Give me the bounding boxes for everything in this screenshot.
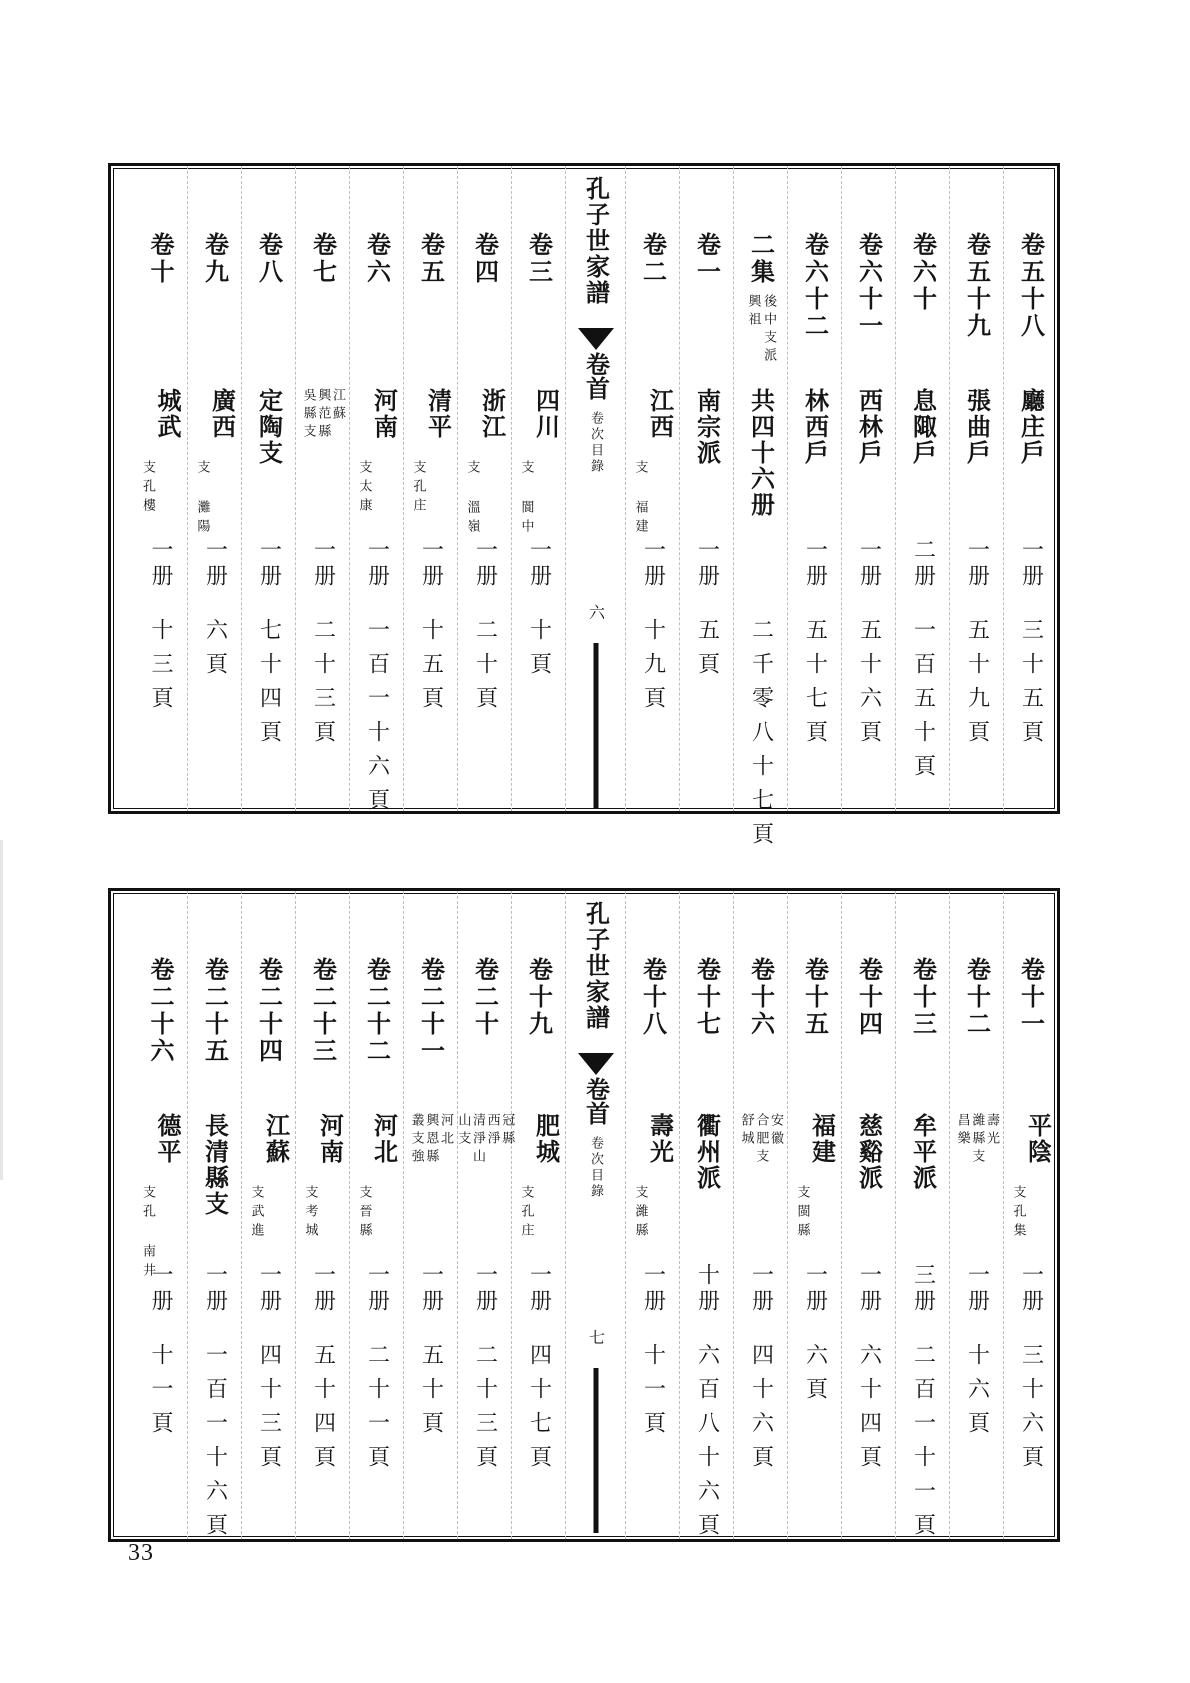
branch-note: 支 溫嶺 — [464, 460, 480, 538]
catalog-column — [241, 166, 295, 811]
page-count: 二十三頁 — [472, 1343, 498, 1479]
volume-label: 卷六十一 — [854, 232, 884, 340]
branch-name-group — [242, 388, 295, 466]
branch-subnote: 壽光 — [983, 1113, 999, 1149]
catalog-column — [679, 166, 733, 811]
volume-note-group — [746, 294, 775, 366]
branch-name-group — [188, 388, 241, 538]
branch-name: 定陶支 — [254, 388, 284, 466]
volume-count: 一册 — [472, 538, 498, 590]
section-label: 卷次目錄 — [588, 1136, 603, 1200]
juan-label: 卷首 — [581, 352, 611, 400]
catalog-column — [403, 891, 457, 1539]
volume-count: 一册 — [256, 1263, 282, 1315]
volume-label: 卷二十 — [470, 957, 500, 1038]
branch-name: 平陰 — [1023, 1113, 1053, 1165]
catalog-column — [841, 891, 895, 1539]
branch-note: 支孔庄 — [410, 460, 426, 517]
volume-label: 卷十五 — [800, 957, 830, 1038]
branch-subnote: 興恩縣 — [423, 1113, 439, 1167]
catalog-column — [241, 891, 295, 1539]
branch-subnote: 吳縣支 — [300, 388, 316, 442]
page-count: 七十四頁 — [256, 618, 282, 754]
branch-name: 廳庄戶 — [1016, 388, 1046, 466]
branch-subnote: 西淨 — [484, 1113, 500, 1149]
branch-name: 南宗派 — [692, 388, 722, 466]
branch-name-group — [242, 1113, 295, 1242]
page-count: 六十四頁 — [856, 1343, 882, 1479]
branch-subnote: 叢支強 — [408, 1113, 424, 1167]
branch-name-group — [188, 1113, 241, 1217]
catalog-column — [787, 166, 841, 811]
volume-label: 卷二十一 — [416, 957, 446, 1065]
branch-name-group — [734, 388, 787, 518]
branch-name: 江蘇 — [261, 1113, 291, 1165]
page-number: 33 — [128, 1540, 154, 1566]
catalog-column — [349, 166, 403, 822]
page-count: 二千零八十七頁 — [748, 618, 774, 856]
volume-count: 一册 — [310, 538, 336, 590]
branch-subnote: 河北 — [437, 1113, 453, 1149]
scan-edge-mark — [0, 840, 3, 1180]
branch-name: 清平 — [423, 388, 453, 440]
catalog-column — [895, 166, 949, 811]
branch-name: 西林戶 — [854, 388, 884, 466]
volume-count: 一册 — [418, 538, 444, 590]
branch-note: 支 閬中 — [518, 460, 534, 538]
catalog-column — [949, 166, 1003, 811]
branch-name-group — [455, 1113, 515, 1167]
branch-note: 支孔樓 — [140, 460, 155, 517]
branch-name-group — [896, 388, 949, 466]
branch-name: 江西 — [645, 388, 675, 440]
branch-name-group — [626, 1113, 679, 1242]
branch-name-group — [626, 388, 679, 538]
center-title-column — [565, 891, 625, 1539]
page-count: 五十頁 — [418, 1343, 444, 1445]
branch-name: 浙江 — [477, 388, 507, 440]
page-count: 三十六頁 — [1018, 1343, 1044, 1479]
branch-name-group — [842, 1113, 895, 1191]
book-title: 孔子世家譜 — [581, 901, 611, 1031]
page-count: 五頁 — [694, 618, 720, 686]
page-count: 一百一十六頁 — [364, 618, 390, 822]
catalog-column — [511, 891, 565, 1539]
volume-label: 卷四 — [470, 232, 500, 286]
page-count: 四十七頁 — [526, 1343, 552, 1479]
volume-label: 卷六十 — [908, 232, 938, 313]
volume-count: 一册 — [310, 1263, 336, 1315]
branch-subnote: 清淨山 — [470, 1113, 485, 1167]
volume-label: 卷七 — [308, 232, 338, 286]
volume-label: 卷十八 — [638, 957, 668, 1038]
branch-subnote: 安徽 — [767, 1113, 783, 1149]
page-count: 十五頁 — [418, 618, 444, 720]
branch-name-group — [680, 388, 733, 466]
branch-name: 福建 — [807, 1113, 837, 1165]
volume-note-2: 興祖 — [745, 294, 761, 330]
volume-label: 卷二十二 — [362, 957, 392, 1065]
branch-name-group — [842, 388, 895, 466]
branch-name: 林西戶 — [800, 388, 830, 466]
catalog-column — [457, 166, 511, 811]
catalog-column — [511, 166, 565, 811]
volume-count: 一册 — [526, 1263, 552, 1315]
page-count: 五十九頁 — [964, 618, 990, 754]
branch-name: 張曲戶 — [962, 388, 992, 466]
volume-count: 一册 — [148, 1263, 173, 1315]
fishtail-mark — [578, 328, 614, 350]
branch-name-group — [950, 1113, 1003, 1167]
branch-name: 慈谿派 — [854, 1113, 884, 1191]
branch-note: 支太康 — [356, 460, 372, 517]
fishtail-mark — [578, 1053, 614, 1075]
branch-name-group — [788, 1113, 841, 1242]
volume-label: 卷十七 — [692, 957, 722, 1038]
volume-count: 一册 — [748, 1263, 774, 1315]
branch-name-group — [404, 1113, 457, 1167]
volume-count: 一册 — [1018, 1263, 1044, 1315]
volume-label: 卷二十四 — [254, 957, 284, 1065]
page-count: 六頁 — [802, 1343, 828, 1411]
volume-count: 一册 — [472, 1263, 498, 1315]
catalog-column — [733, 891, 787, 1539]
page-count: 六百八十六頁 — [694, 1343, 720, 1547]
branch-note: 支孔集 — [1010, 1185, 1026, 1242]
branch-subnote: 江蘇 — [329, 388, 345, 424]
branch-name-group — [680, 1113, 733, 1191]
page-count: 六頁 — [202, 618, 228, 686]
volume-count: 一册 — [202, 538, 228, 590]
catalog-column — [787, 891, 841, 1539]
center-rule — [593, 643, 598, 808]
bottom-columns — [111, 891, 1057, 1547]
catalog-column — [625, 166, 679, 811]
branch-subnote: 昌樂 — [954, 1113, 970, 1149]
branch-name-group — [350, 388, 403, 517]
branch-note: 支 灘陽 — [194, 460, 210, 538]
volume-label: 卷十九 — [524, 957, 554, 1038]
volume-count: 一册 — [148, 538, 173, 590]
branch-name: 河南 — [315, 1113, 345, 1165]
branch-name: 河北 — [369, 1113, 399, 1165]
branch-subnote: 舒城 — [738, 1113, 754, 1149]
center-title-column — [565, 166, 625, 811]
branch-name: 肥城 — [531, 1113, 561, 1165]
page-count: 五十七頁 — [802, 618, 828, 754]
volume-label: 卷五十九 — [962, 232, 992, 340]
branch-note: 支考城 — [302, 1185, 318, 1242]
volume-count: 一册 — [526, 538, 552, 590]
volume-count: 一册 — [640, 538, 666, 590]
page-count: 十頁 — [526, 618, 552, 686]
branch-name-group — [1004, 1113, 1057, 1242]
catalog-column — [187, 166, 241, 811]
volume-count: 一册 — [256, 538, 282, 590]
page-count: 十一頁 — [640, 1343, 666, 1445]
volume-label: 卷十二 — [962, 957, 992, 1038]
volume-label: 卷五十八 — [1016, 232, 1046, 340]
page-count: 四十三頁 — [256, 1343, 282, 1479]
branch-name: 牟平派 — [908, 1113, 938, 1191]
page-count: 十六頁 — [964, 1343, 990, 1445]
branch-name: 河南 — [369, 388, 399, 440]
volume-label: 卷八 — [254, 232, 284, 286]
branch-note: 支武進 — [248, 1185, 264, 1242]
branch-name-group — [950, 388, 1003, 466]
volume-label: 卷十 — [146, 232, 175, 286]
volume-count: 一册 — [694, 538, 720, 590]
branch-name-group — [734, 1113, 787, 1167]
page-count: 二十頁 — [472, 618, 498, 720]
branch-name: 長清縣支 — [200, 1113, 230, 1217]
volume-label: 卷十一 — [1016, 957, 1046, 1038]
page-count: 四十六頁 — [748, 1343, 774, 1479]
volume-count: 一册 — [802, 1263, 828, 1315]
volume-label: 卷五 — [416, 232, 446, 286]
branch-name-group — [133, 388, 187, 517]
volume-label: 卷十三 — [908, 957, 938, 1038]
branch-note: 支濰縣 — [632, 1185, 648, 1242]
leaf-number: 六 — [586, 604, 606, 620]
catalog-column — [295, 891, 349, 1539]
section-label: 卷次目錄 — [588, 411, 603, 475]
catalog-column — [895, 891, 949, 1547]
volume-label: 卷九 — [200, 232, 230, 286]
catalog-column — [295, 166, 349, 811]
branch-note: 支 福建 — [632, 460, 648, 538]
catalog-column — [187, 891, 241, 1547]
page-count: 五十六頁 — [856, 618, 882, 754]
branch-subnote: 冠縣 — [499, 1113, 515, 1149]
volume-note: 後中支派 — [761, 294, 777, 366]
catalog-column — [133, 166, 187, 811]
page-count: 二十一頁 — [364, 1343, 390, 1479]
branch-name: 德平 — [153, 1113, 182, 1165]
catalog-column — [733, 166, 787, 856]
branch-subnote: 興范縣 — [315, 388, 331, 442]
volume-count: 一册 — [856, 538, 882, 590]
page-count: 五十四頁 — [310, 1343, 336, 1479]
catalog-column — [403, 166, 457, 811]
catalog-column — [455, 891, 515, 1539]
catalog-column — [1003, 166, 1057, 811]
catalog-column — [841, 166, 895, 811]
volume-label: 卷十四 — [854, 957, 884, 1038]
page-count: 二百一十一頁 — [910, 1343, 936, 1547]
branch-subnote: 合肥支 — [753, 1113, 769, 1167]
volume-count: 三册 — [910, 1263, 936, 1315]
volume-count: 一册 — [1018, 538, 1044, 590]
branch-name-group — [350, 1113, 403, 1242]
volume-count: 一册 — [856, 1263, 882, 1315]
page-count: 十三頁 — [148, 618, 173, 720]
volume-count: 一册 — [964, 538, 990, 590]
volume-count: 一册 — [202, 1263, 228, 1315]
catalog-column — [1003, 891, 1057, 1539]
page-count: 二十三頁 — [310, 618, 336, 754]
top-catalog-panel — [108, 163, 1060, 856]
page-count: 十一頁 — [148, 1343, 173, 1445]
volume-count: 二册 — [910, 538, 936, 590]
volume-label: 卷六十二 — [800, 232, 830, 340]
page-count: 十九頁 — [640, 618, 666, 720]
branch-name: 廣西 — [207, 388, 237, 440]
volume-label: 卷二 — [638, 232, 668, 286]
branch-name-group — [512, 1113, 565, 1242]
branch-name-group — [788, 388, 841, 466]
branch-note: 支孔 南井 — [140, 1185, 155, 1282]
branch-note: 支孔庄 — [518, 1185, 534, 1242]
volume-count: 一册 — [640, 1263, 666, 1315]
page-count: 一百五十頁 — [910, 618, 936, 788]
volume-label: 卷二十六 — [146, 957, 175, 1065]
volume-label: 卷二十三 — [308, 957, 338, 1065]
volume-label: 卷二十五 — [200, 957, 230, 1065]
branch-subnote: 山支 — [455, 1113, 471, 1149]
branch-name-group — [1004, 388, 1057, 466]
branch-name-group — [296, 1113, 349, 1242]
volume-count: 一册 — [964, 1263, 990, 1315]
leaf-number: 七 — [586, 1329, 606, 1345]
volume-count: 十册 — [694, 1263, 720, 1315]
book-title: 孔子世家譜 — [581, 176, 611, 306]
branch-name: 衢州派 — [692, 1113, 722, 1191]
juan-label: 卷首 — [581, 1077, 611, 1125]
catalog-column — [625, 891, 679, 1539]
branch-name: 城武 — [153, 388, 182, 440]
center-rule — [593, 1368, 598, 1533]
branch-name-group — [404, 388, 457, 517]
volume-count: 一册 — [418, 1263, 444, 1315]
bottom-catalog-panel — [108, 888, 1060, 1547]
volume-label: 卷六 — [362, 232, 392, 286]
branch-note: 支閩縣 — [794, 1185, 810, 1242]
top-columns — [111, 166, 1057, 856]
branch-name-group — [458, 388, 511, 538]
catalog-column — [949, 891, 1003, 1539]
volume-label: 卷三 — [524, 232, 554, 286]
volume-count: 一册 — [364, 538, 390, 590]
catalog-column — [349, 891, 403, 1539]
branch-name: 息陬戶 — [908, 388, 938, 466]
branch-note: 支晉縣 — [356, 1185, 372, 1242]
volume-count: 一册 — [802, 538, 828, 590]
volume-label: 卷一 — [692, 232, 722, 286]
branch-name-group — [133, 1113, 187, 1282]
page-count: 三十五頁 — [1018, 618, 1044, 754]
branch-name-group — [296, 388, 349, 442]
catalog-column — [679, 891, 733, 1547]
volume-label: 二集 — [746, 232, 776, 286]
branch-name-group — [512, 388, 565, 538]
page-count: 一百一十六頁 — [202, 1343, 228, 1547]
branch-name: 四川 — [531, 388, 561, 440]
branch-name: 壽光 — [645, 1113, 675, 1165]
branch-name-group — [896, 1113, 949, 1191]
catalog-column — [133, 891, 187, 1539]
volume-label: 卷十六 — [746, 957, 776, 1038]
volume-count: 一册 — [364, 1263, 390, 1315]
branch-subnote: 濰縣支 — [969, 1113, 985, 1167]
branch-name: 共四十六册 — [746, 388, 776, 518]
